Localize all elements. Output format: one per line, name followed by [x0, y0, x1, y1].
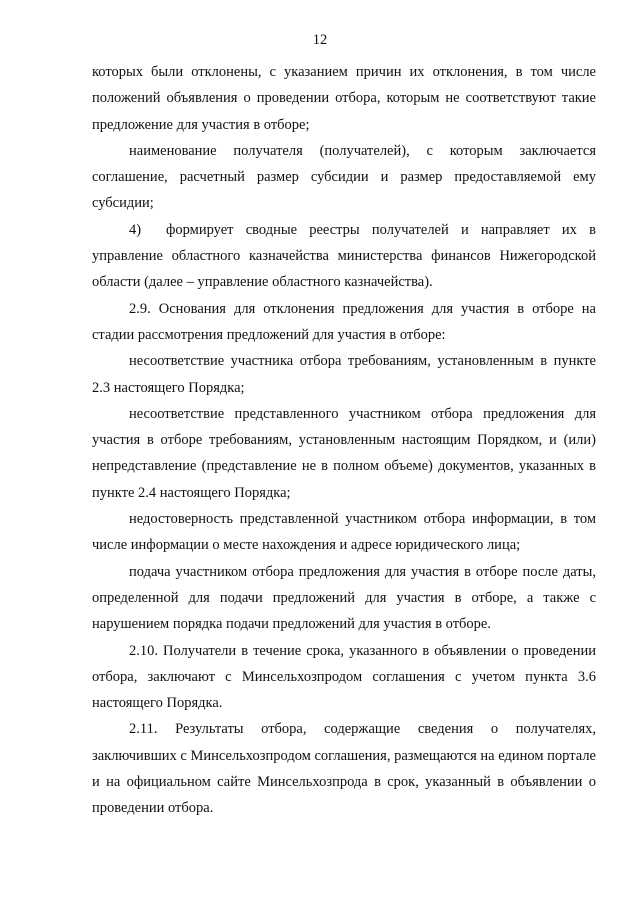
paragraph-2-10: 2.10. Получатели в течение срока, указанного в объявлении о проведении отбора, заключают с Минсельхозпродом соглашения с учетом пункта 3.6 настоящего Порядка. [92, 642, 596, 712]
document-body [92, 59, 596, 822]
list-item-text: формирует сводные реестры получателей и направляет их в управление областного казначейства министерства финансов Нижегородской области (далее – управление областного казначейства). [92, 221, 596, 291]
page-number: 12 [312, 32, 328, 48]
paragraph-late-submission: подача участником отбора предложения для участия в отборе после даты, определенной для подачи предложений для участия в отборе, а также с нарушением порядка подачи предложений для участия в отборе. [92, 563, 596, 633]
list-item-number: 4) [129, 221, 142, 238]
paragraph-list-item-4 [92, 217, 596, 296]
paragraph-2-11: 2.11. Результаты отбора, содержащие сведения о получателях, заключивших с Минсельхозпродом соглашения, размещаются на едином портале и на официальном сайте Минсельхозпрода в срок, указанный в объявлении о проведении отбора. [92, 721, 596, 817]
paragraph-noncompliance-participant: несоответствие участника отбора требованиям, установленным в пункте 2.3 настоящего Порядка; [92, 353, 596, 396]
paragraph-2-9: 2.9. Основания для отклонения предложения для участия в отборе на стадии рассмотрения предложений для участия в отборе: [92, 300, 596, 343]
paragraph-unreliable-info: недостоверность представленной участником отбора информации, в том числе информации о месте нахождения и адресе юридического лица; [92, 511, 596, 554]
paragraph-recipient-name: наименование получателя (получателей), с которым заключается соглашение, расчетный размер субсидии и размер предоставляемой ему субсидии; [92, 142, 596, 212]
paragraph-continuation: которых были отклонены, с указанием причин их отклонения, в том числе положений объявления о проведении отбора, которым не соответствуют такие предложение для участия в отборе; [92, 64, 596, 133]
paragraph-noncompliance-proposal: несоответствие представленного участником отбора предложения для участия в отборе требованиям, установленным настоящим Порядком, и (или) непредставление (представление не в полном объеме) документов, указанных в пункте 2.4 настоящего Порядка; [92, 405, 596, 501]
